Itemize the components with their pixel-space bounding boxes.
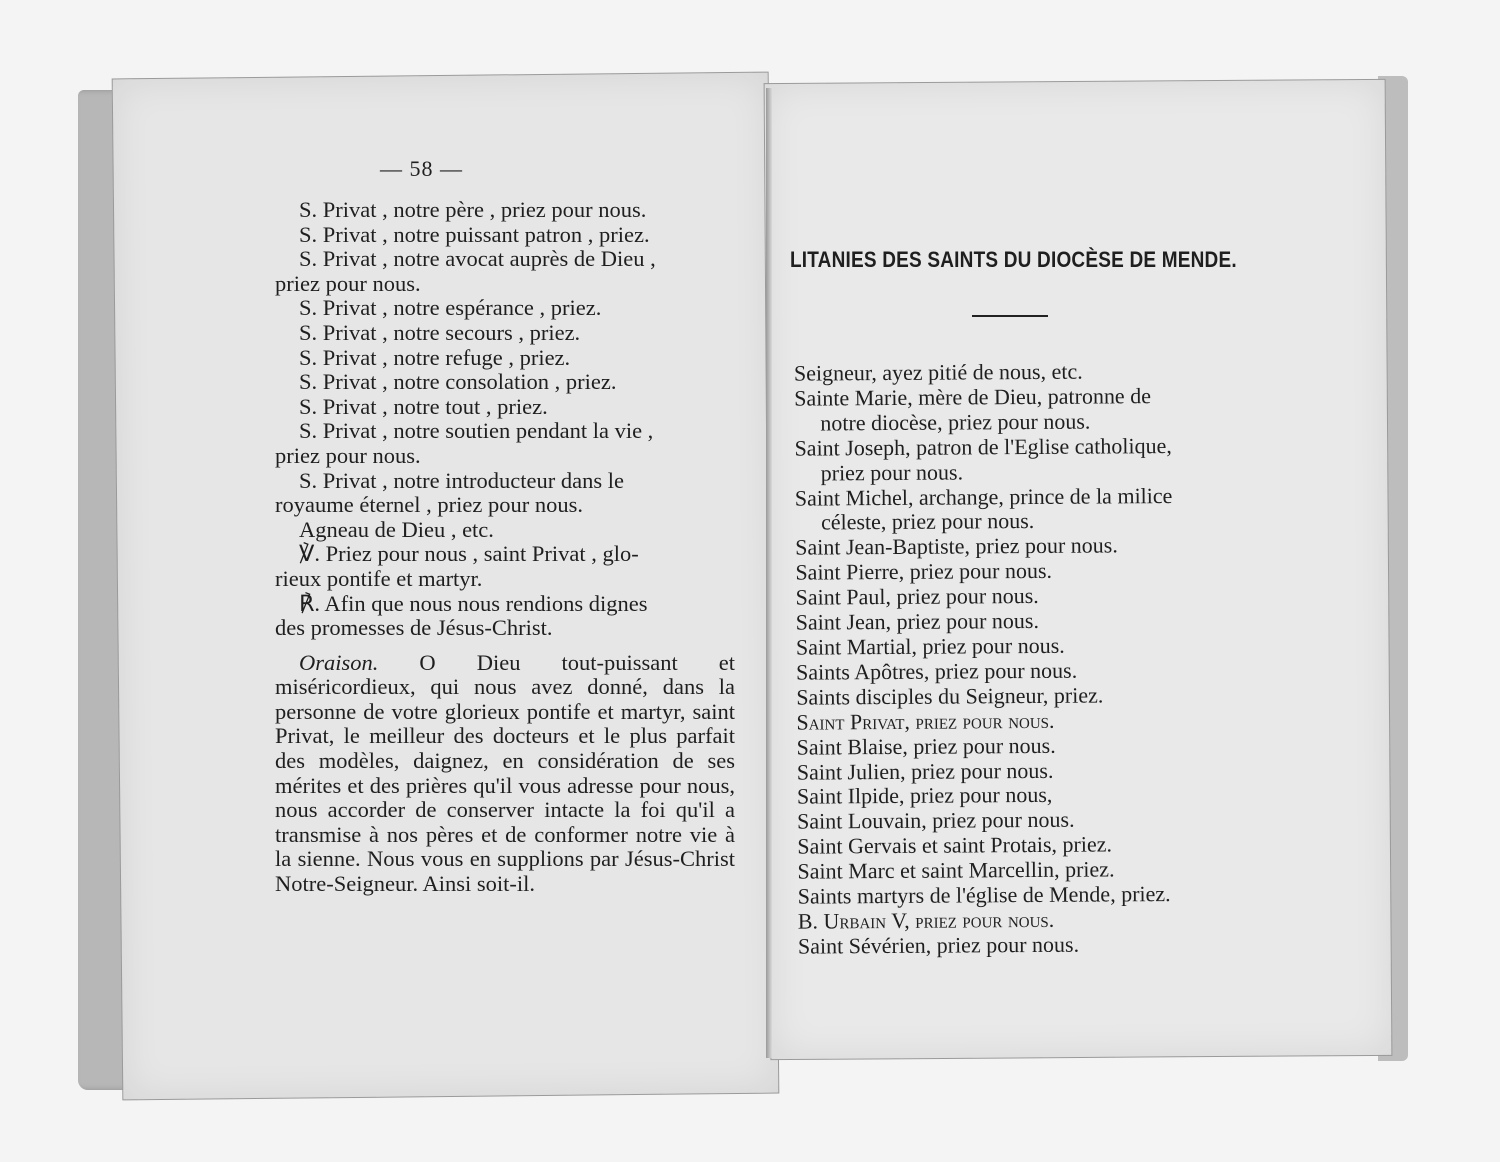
title-divider [972, 315, 1048, 317]
litany-line: B. Urbain V, priez pour nous. [797, 906, 1055, 934]
litany-line: Saint Privat, priez pour nous. [796, 707, 1055, 735]
litany-line: Saint Jean-Baptiste, priez pour nous. [795, 532, 1118, 560]
litany-line: Saint Jean, priez pour nous. [795, 608, 1039, 635]
book-gutter [766, 88, 772, 1058]
litany-line: Agneau de Dieu , etc. [299, 516, 494, 542]
litany-line: Saint Sévérien, priez pour nous. [797, 931, 1080, 959]
page-number: — 58 — [380, 156, 463, 181]
litany-line: Saint Blaise, priez pour nous. [796, 732, 1056, 760]
litany-line: notre diocèse, priez pour nous. [820, 408, 1091, 436]
litany-line: Saint Ilpide, priez pour nous, [796, 782, 1053, 810]
litany-line: S. Privat , notre introducteur dans le [299, 467, 624, 493]
oraison-paragraph [275, 651, 735, 897]
litany-line: Seigneur, ayez pitié de nous, etc. [793, 358, 1083, 386]
litany-line: Saints disciples du Seigneur, priez. [796, 682, 1104, 710]
litany-line: Saint Joseph, patron de l'Eglise catholique, [794, 432, 1172, 461]
litany-line: S. Privat , notre secours , priez. [299, 319, 581, 345]
litany-line: Saint Pierre, priez pour nous. [795, 558, 1053, 585]
versicle: rieux pontife et martyr. [275, 565, 483, 591]
litany-line: Saint Paul, priez pour nous. [795, 583, 1039, 610]
litany-line: Saint Martial, priez pour nous. [795, 632, 1065, 660]
litany-line: priez pour nous. [275, 270, 421, 296]
litany-line: Sainte Marie, mère de Dieu, patronne de [794, 383, 1152, 411]
litany-title: LITANIES DES SAINTS DU DIOCÈSE DE MENDE. [790, 248, 1237, 273]
litany-line: Saints Apôtres, priez pour nous. [795, 657, 1078, 685]
litany-line: S. Privat , notre père , priez pour nous. [299, 197, 647, 222]
litany-line: S. Privat , notre consolation , priez. [299, 369, 617, 395]
litany-line: S. Privat , notre tout , priez. [299, 393, 548, 419]
litany-line: priez pour nous. [820, 459, 964, 486]
litany-line: royaume éternel , priez pour nous. [275, 492, 584, 518]
litany-line: Saints martyrs de l'église de Mende, priez. [797, 881, 1171, 909]
left-page-text [275, 198, 735, 897]
litany-line: S. Privat , notre puissant patron , priez. [299, 221, 650, 247]
litany-line: priez pour nous. [275, 442, 421, 468]
right-page-text [794, 358, 1268, 959]
litany-line: S. Privat , notre espérance , priez. [299, 295, 602, 321]
oraison-label: Oraison. [299, 649, 379, 675]
versicle: ℣. Priez pour nous , saint Privat , glo- [299, 541, 639, 567]
response: ℟. Afin que nous nous rendions dignes [299, 590, 648, 616]
oraison-text: O Dieu tout-puissant et miséricordieux, qui nous avez donné, dans la personne de votre glorieux pontife et martyr, saint Privat, le meilleur des docteurs et le plus parfait des modèles, daignez, en considération de ses mérites et des prières qu'il vous adresse pour nous, nous accorder de conserver intacte la foi qu'il a transmise à nos pères et de conformer notre vie à la sienne. Nous vous en supplions par Jésus-Christ Notre-Seigneur. Ainsi soit-il. [275, 649, 735, 897]
litany-line: S. Privat , notre soutien pendant la vie , [299, 418, 654, 444]
litany-line: Saint Julien, priez pour nous. [796, 757, 1054, 785]
litany-line: céleste, priez pour nous. [820, 508, 1035, 535]
litany-line: S. Privat , notre refuge , priez. [299, 344, 571, 370]
litany-line: Saint Marc et saint Marcellin, priez. [797, 856, 1115, 884]
litany-line: Saint Gervais et saint Protais, priez. [797, 831, 1113, 859]
response: des promesses de Jésus-Christ. [275, 615, 553, 641]
litany-line: Saint Michel, archange, prince de la milice [794, 482, 1173, 511]
litany-line: Saint Louvain, priez pour nous. [797, 807, 1075, 834]
litany-line: S. Privat , notre avocat auprès de Dieu , [299, 246, 656, 272]
